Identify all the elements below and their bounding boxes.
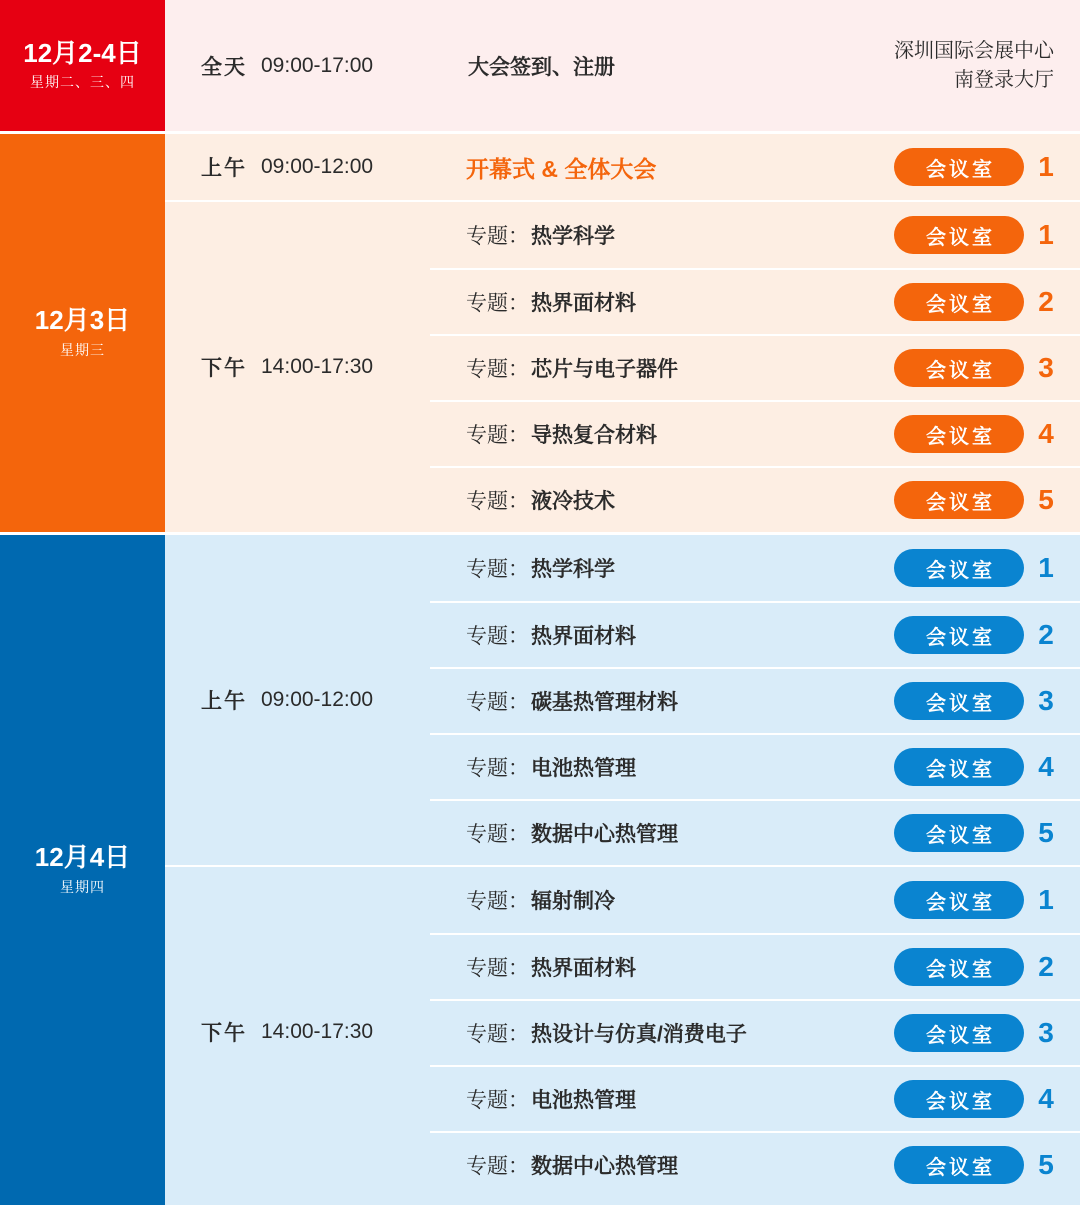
room-pill: 会议室 — [894, 283, 1024, 321]
room-number: 4 — [1038, 751, 1054, 782]
room-pill: 会议室 — [894, 881, 1024, 919]
session-topic — [430, 1150, 855, 1180]
session-label: 专题： — [466, 1155, 529, 1178]
day-date: 12月2-4日 — [23, 37, 142, 68]
session-topic — [430, 885, 855, 915]
session-name: 热界面材料 — [531, 625, 636, 648]
room-number: 2 — [1038, 619, 1054, 650]
time-cell — [165, 134, 430, 200]
session-room — [855, 1080, 1080, 1118]
session-label: 专题： — [466, 823, 529, 846]
session-topic — [430, 620, 855, 650]
sessions-dec4 — [165, 535, 1080, 1205]
room-pill: 会议室 — [894, 814, 1024, 852]
session-name: 导热复合材料 — [531, 424, 657, 447]
session-topic — [430, 553, 855, 583]
table-row — [430, 867, 1080, 933]
session-name: 热设计与仿真/消费电子 — [531, 1023, 747, 1046]
time-group — [165, 535, 1080, 865]
session-room — [855, 682, 1080, 720]
table-row — [430, 268, 1080, 334]
session-name: 辐射制冷 — [531, 890, 615, 913]
session-name: 芯片与电子器件 — [531, 358, 678, 381]
day-header-dec3 — [0, 134, 165, 532]
session-label: 专题： — [466, 957, 529, 980]
session-topic: 开幕式 & 全体大会 — [466, 155, 657, 182]
room-number: 5 — [1038, 817, 1054, 848]
time-range: 14:00-17:30 — [261, 1020, 374, 1043]
room-number: 2 — [1038, 286, 1054, 317]
session-label: 专题： — [466, 691, 529, 714]
room-pill: 会议室 — [894, 616, 1024, 654]
session-label: 专题： — [466, 225, 529, 248]
table-row — [430, 535, 1080, 601]
session-room — [855, 814, 1080, 852]
session-label: 专题： — [466, 1089, 529, 1112]
time-period: 全天 — [201, 55, 247, 79]
session-name: 热界面材料 — [531, 292, 636, 315]
session-topic — [430, 686, 855, 716]
session-room — [855, 1014, 1080, 1052]
day-date: 12月4日 — [34, 842, 131, 873]
time-cell — [165, 0, 430, 131]
session-label: 专题： — [466, 292, 529, 315]
session-name: 数据中心热管理 — [531, 823, 678, 846]
day-header-registration — [0, 0, 165, 131]
day-block-dec4 — [0, 532, 1080, 1205]
table-row — [430, 1065, 1080, 1131]
session-topic — [430, 952, 855, 982]
session-name: 液冷技术 — [531, 490, 615, 513]
table-row — [430, 667, 1080, 733]
session-room — [855, 283, 1080, 321]
venue-line-1: 深圳国际会展中心 — [894, 39, 1054, 62]
room-pill: 会议室 — [894, 948, 1024, 986]
table-row — [430, 400, 1080, 466]
room-pill: 会议室 — [894, 1080, 1024, 1118]
session-topic — [430, 1084, 855, 1114]
room-number: 3 — [1038, 352, 1054, 383]
time-cell — [165, 867, 430, 1197]
table-row — [430, 601, 1080, 667]
time-period: 上午 — [201, 157, 247, 180]
session-topic — [430, 818, 855, 848]
session-rows — [430, 134, 1080, 200]
time-cell — [165, 535, 430, 865]
session-name: 大会签到、注册 — [468, 55, 615, 79]
session-room — [855, 748, 1080, 786]
time-group — [165, 0, 1080, 131]
session-label: 专题： — [466, 358, 529, 381]
session-topic — [430, 51, 860, 81]
session-topic — [430, 287, 855, 317]
session-name: 电池热管理 — [531, 757, 636, 780]
time-range: 09:00-17:00 — [261, 53, 374, 77]
session-topic — [430, 485, 855, 515]
room-number: 4 — [1038, 1083, 1054, 1114]
room-pill: 会议室 — [894, 481, 1024, 519]
session-topic — [430, 419, 855, 449]
day-weekday: 星期二、三、四 — [30, 74, 135, 91]
session-rows — [430, 867, 1080, 1197]
room-pill: 会议室 — [894, 1014, 1024, 1052]
room-pill: 会议室 — [894, 349, 1024, 387]
session-room — [855, 415, 1080, 453]
session-room — [855, 948, 1080, 986]
session-room — [855, 1146, 1080, 1184]
table-row — [430, 933, 1080, 999]
session-rows — [430, 535, 1080, 865]
table-row — [430, 134, 1080, 200]
room-number: 1 — [1038, 884, 1054, 915]
day-weekday: 星期四 — [60, 878, 105, 895]
table-row — [430, 999, 1080, 1065]
time-group — [165, 200, 1080, 532]
table-row — [430, 799, 1080, 865]
time-period: 下午 — [201, 357, 247, 380]
session-room — [855, 481, 1080, 519]
session-room — [855, 148, 1080, 186]
session-room — [855, 881, 1080, 919]
session-label: 专题： — [466, 1023, 529, 1046]
table-row — [430, 0, 1080, 131]
room-number: 1 — [1038, 219, 1054, 250]
session-topic — [430, 353, 855, 383]
venue-line-2: 南登录大厅 — [954, 68, 1054, 91]
time-group — [165, 865, 1080, 1197]
session-label: 专题： — [466, 558, 529, 581]
room-pill: 会议室 — [894, 1146, 1024, 1184]
day-block-dec3 — [0, 131, 1080, 532]
session-room — [855, 549, 1080, 587]
day-weekday: 星期三 — [60, 341, 105, 358]
session-label: 专题： — [466, 757, 529, 780]
room-number: 1 — [1038, 151, 1054, 182]
table-row — [430, 466, 1080, 532]
session-rows — [430, 202, 1080, 532]
session-room — [855, 216, 1080, 254]
table-row — [430, 733, 1080, 799]
session-label: 专题： — [466, 625, 529, 648]
sessions-registration — [165, 0, 1080, 131]
time-cell — [165, 202, 430, 532]
session-room — [855, 349, 1080, 387]
session-name: 电池热管理 — [531, 1089, 636, 1112]
time-range: 09:00-12:00 — [261, 688, 374, 711]
table-row — [430, 1131, 1080, 1197]
day-header-dec4 — [0, 535, 165, 1205]
session-name: 碳基热管理材料 — [531, 691, 678, 714]
time-group — [165, 134, 1080, 200]
session-name: 热学科学 — [531, 558, 615, 581]
session-room — [855, 616, 1080, 654]
room-pill: 会议室 — [894, 549, 1024, 587]
room-number: 2 — [1038, 951, 1054, 982]
session-label: 专题： — [466, 890, 529, 913]
room-number: 5 — [1038, 484, 1054, 515]
session-name: 热界面材料 — [531, 957, 636, 980]
room-number: 3 — [1038, 685, 1054, 716]
session-venue — [860, 37, 1080, 95]
session-label: 专题： — [466, 490, 529, 513]
time-range: 09:00-12:00 — [261, 155, 374, 178]
session-name: 热学科学 — [531, 225, 615, 248]
session-topic — [430, 220, 855, 250]
room-pill: 会议室 — [894, 216, 1024, 254]
room-pill: 会议室 — [894, 682, 1024, 720]
time-period: 下午 — [201, 1022, 247, 1045]
session-label: 专题： — [466, 424, 529, 447]
table-row — [430, 202, 1080, 268]
table-row — [430, 334, 1080, 400]
room-pill: 会议室 — [894, 415, 1024, 453]
session-topic — [430, 1018, 855, 1048]
time-period: 上午 — [201, 690, 247, 713]
session-rows — [430, 0, 1080, 131]
session-topic — [430, 752, 855, 782]
room-number: 3 — [1038, 1017, 1054, 1048]
room-number: 5 — [1038, 1149, 1054, 1180]
sessions-dec3 — [165, 134, 1080, 532]
room-pill: 会议室 — [894, 148, 1024, 186]
room-number: 1 — [1038, 552, 1054, 583]
day-block-registration — [0, 0, 1080, 131]
session-name: 数据中心热管理 — [531, 1155, 678, 1178]
room-number: 4 — [1038, 418, 1054, 449]
time-range: 14:00-17:30 — [261, 355, 374, 378]
room-pill: 会议室 — [894, 748, 1024, 786]
day-date: 12月3日 — [34, 305, 131, 336]
